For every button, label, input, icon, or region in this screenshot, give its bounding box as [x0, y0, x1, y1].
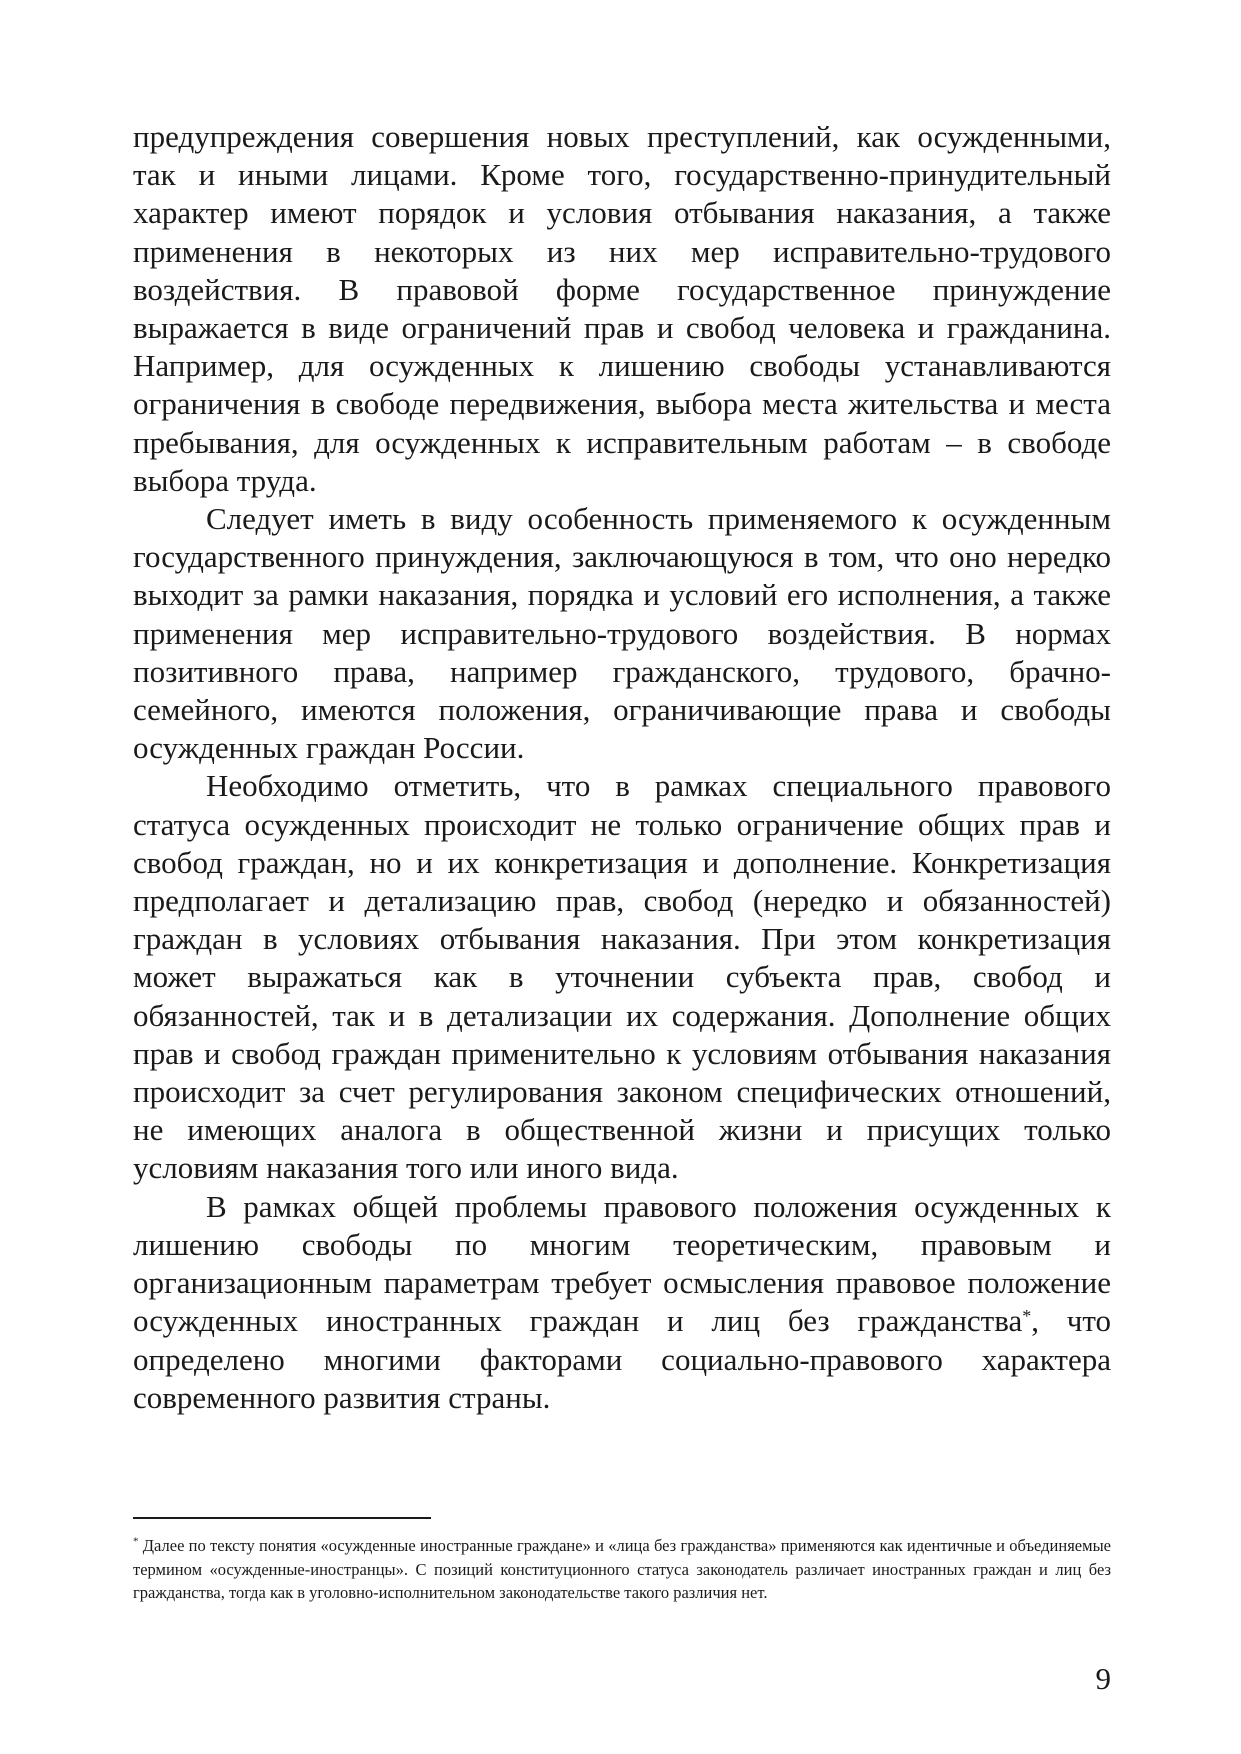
paragraph-foreign-citizens-text: В рамках общей проблемы правового положения осужденных к лишению свободы по многим теоретическим, правовым и организационным параметрам требует осмысления правовое положение осужденных иностранных граждан и лиц без гражданства	[133, 1188, 1111, 1339]
footnote-text: Далее по тексту понятия «осужденные иностранные граждане» и «лица без гражданства» применяются как идентичные и объединяемые термином «осужденные-иностранцы». С позиций конституционного статуса законодатель различает иностранных граждан и лиц без гражданства, тогда как в уголовно-исполнительном законодательстве такого различия нет.	[133, 1536, 1111, 1602]
paragraph-foreign-citizens-tail: , что определено многими факторами социально-правового характера современного развития страны.	[133, 1303, 1112, 1415]
paragraph-continued: предупреждения совершения новых преступлений, как осужденными, так и иными лицами. Кроме того, государственно-принудительный характер имеют порядок и условия отбывания наказания, а также применения в некоторых из них мер исправительно-трудового воздействия. В правовой форме государственное принуждение выражается в виде ограничений прав и свобод человека и гражданина. Например, для осужденных к лишению свободы устанавливаются ограничения в свободе передвижения, выбора места жительства и места пребывания, для осужденных к исправительным работам – в свободе выбора труда.	[133, 119, 1111, 498]
main-text	[133, 118, 1111, 1417]
paragraph-coercion: Следует иметь в виду особенность применяемого к осужденным государственного принуждения, заключающуюся в том, что оно нередко выходит за рамки наказания, порядка и условий его исполнения, а также применения мер исправительно-трудового воздействия. В нормах позитивного права, например гражданского, трудового, брачно-семейного, имеются положения, ограничивающие права и свободы осужденных граждан России.	[133, 501, 1111, 766]
footnote	[133, 1534, 1111, 1605]
footnote-reference-marker[interactable]: *	[1022, 1305, 1032, 1326]
footnote-marker: *	[133, 1535, 139, 1548]
page-number: 9	[1095, 1661, 1111, 1696]
footnote-separator	[133, 1517, 431, 1519]
paragraph-specific-status: Необходимо отметить, что в рамках специального правового статуса осужденных происходит не только ограничение общих прав и свобод граждан, но и их конкретизация и дополнение. Конкретизация предполагает и детализацию прав, свобод (нередко и обязанностей) граждан в условиях отбывания наказания. При этом конкретизация может выражаться как в уточнении субъекта прав, свобод и обязанностей, так и в детализации их содержания. Дополнение общих прав и свобод граждан применительно к условиям отбывания наказания происходит за счет регулирования законом специфических отношений, не имеющих аналога в общественной жизни и присущих только условиям наказания того или иного вида.	[133, 768, 1111, 1186]
paragraph-foreign-citizens	[133, 1188, 1111, 1417]
